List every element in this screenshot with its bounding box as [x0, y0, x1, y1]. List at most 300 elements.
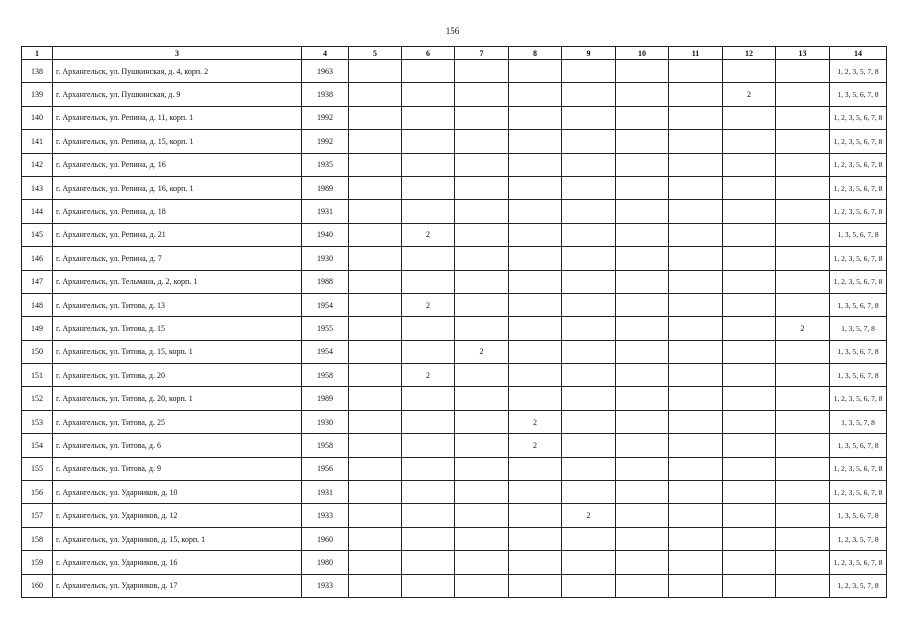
col6-cell: [402, 130, 455, 153]
address-cell: г. Архангельск, ул. Репина, д. 18: [53, 200, 302, 223]
table-row: [22, 130, 887, 153]
col5-cell: [349, 153, 402, 176]
col10-cell: [616, 551, 669, 574]
col13-cell: [776, 387, 830, 410]
col9-cell: [562, 200, 616, 223]
address-cell: г. Архангельск, ул. Репина, д. 16: [53, 153, 302, 176]
col8-cell: [509, 481, 562, 504]
row-number: 157: [22, 504, 53, 527]
codes-cell: 1, 2, 3, 5, 7, 8: [830, 527, 887, 550]
col6-cell: [402, 551, 455, 574]
col13-cell: [776, 551, 830, 574]
col11-cell: [669, 481, 723, 504]
codes-cell: 1, 3, 5, 6, 7, 8: [830, 364, 887, 387]
column-header: 12: [723, 47, 776, 60]
col12-cell: [723, 481, 776, 504]
row-number: 139: [22, 83, 53, 106]
address-cell: г. Архангельск, ул. Ударников, д. 12: [53, 504, 302, 527]
col7-cell: [455, 293, 509, 316]
table-row: [22, 527, 887, 550]
col11-cell: [669, 60, 723, 83]
codes-cell: 1, 2, 3, 5, 6, 7, 8: [830, 457, 887, 480]
col10-cell: [616, 340, 669, 363]
col6-cell: [402, 83, 455, 106]
codes-cell: 1, 2, 3, 5, 6, 7, 8: [830, 387, 887, 410]
codes-cell: 1, 2, 3, 5, 6, 7, 8: [830, 270, 887, 293]
codes-cell: 1, 2, 3, 5, 6, 7, 8: [830, 247, 887, 270]
col13-cell: [776, 176, 830, 199]
page-number: 156: [445, 26, 460, 36]
col8-cell: [509, 551, 562, 574]
col9-cell: [562, 481, 616, 504]
col9-cell: [562, 317, 616, 340]
address-cell: г. Архангельск, ул. Титова, д. 20, корп. 1: [53, 387, 302, 410]
col12-cell: [723, 247, 776, 270]
col10-cell: [616, 481, 669, 504]
col13-cell: [776, 504, 830, 527]
year-cell: 1992: [302, 130, 349, 153]
col7-cell: [455, 457, 509, 480]
col11-cell: [669, 457, 723, 480]
address-cell: г. Архангельск, ул. Титова, д. 25: [53, 410, 302, 433]
row-number: 150: [22, 340, 53, 363]
address-cell: г. Архангельск, ул. Ударников, д. 17: [53, 574, 302, 597]
col7-cell: [455, 527, 509, 550]
col8-cell: [509, 527, 562, 550]
col7-cell: [455, 387, 509, 410]
col11-cell: [669, 106, 723, 129]
col5-cell: [349, 410, 402, 433]
column-header: 9: [562, 47, 616, 60]
col7-cell: [455, 574, 509, 597]
col8-cell: [509, 340, 562, 363]
col10-cell: [616, 317, 669, 340]
col6-cell: [402, 176, 455, 199]
col9-cell: [562, 130, 616, 153]
col8-cell: 2: [509, 410, 562, 433]
col5-cell: [349, 223, 402, 246]
address-cell: г. Архангельск, ул. Ударников, д. 10: [53, 481, 302, 504]
col7-cell: [455, 270, 509, 293]
col5-cell: [349, 247, 402, 270]
col6-cell: [402, 434, 455, 457]
col12-cell: 2: [723, 83, 776, 106]
col8-cell: [509, 364, 562, 387]
col9-cell: [562, 293, 616, 316]
col10-cell: [616, 387, 669, 410]
col9-cell: [562, 223, 616, 246]
column-header: 8: [509, 47, 562, 60]
col5-cell: [349, 130, 402, 153]
address-cell: г. Архангельск, ул. Репина, д. 15, корп. 1: [53, 130, 302, 153]
col11-cell: [669, 176, 723, 199]
col7-cell: [455, 60, 509, 83]
col6-cell: [402, 340, 455, 363]
col5-cell: [349, 551, 402, 574]
col13-cell: [776, 410, 830, 433]
year-cell: 1958: [302, 434, 349, 457]
col12-cell: [723, 60, 776, 83]
col13-cell: [776, 153, 830, 176]
row-number: 143: [22, 176, 53, 199]
col7-cell: [455, 317, 509, 340]
col7-cell: [455, 200, 509, 223]
col8-cell: [509, 457, 562, 480]
row-number: 141: [22, 130, 53, 153]
col5-cell: [349, 574, 402, 597]
col6-cell: [402, 504, 455, 527]
codes-cell: 1, 3, 5, 6, 7, 8: [830, 504, 887, 527]
table-row: [22, 270, 887, 293]
table-row: [22, 504, 887, 527]
codes-cell: 1, 3, 5, 6, 7, 8: [830, 83, 887, 106]
col9-cell: [562, 574, 616, 597]
column-header: 1: [22, 47, 53, 60]
codes-cell: 1, 2, 3, 5, 6, 7, 8: [830, 176, 887, 199]
table-row: [22, 176, 887, 199]
year-cell: 1954: [302, 293, 349, 316]
col10-cell: [616, 457, 669, 480]
col9-cell: [562, 153, 616, 176]
col12-cell: [723, 387, 776, 410]
row-number: 140: [22, 106, 53, 129]
col12-cell: [723, 434, 776, 457]
row-number: 145: [22, 223, 53, 246]
year-cell: 1930: [302, 410, 349, 433]
col10-cell: [616, 223, 669, 246]
row-number: 148: [22, 293, 53, 316]
year-cell: 1938: [302, 83, 349, 106]
year-cell: 1955: [302, 317, 349, 340]
table-row: [22, 387, 887, 410]
year-cell: 1931: [302, 200, 349, 223]
col7-cell: [455, 223, 509, 246]
col5-cell: [349, 340, 402, 363]
col11-cell: [669, 223, 723, 246]
col6-cell: [402, 106, 455, 129]
col6-cell: 2: [402, 364, 455, 387]
table-row: [22, 481, 887, 504]
col10-cell: [616, 60, 669, 83]
address-cell: г. Архангельск, ул. Титова, д. 13: [53, 293, 302, 316]
codes-cell: 1, 2, 3, 5, 7, 8: [830, 574, 887, 597]
col8-cell: [509, 504, 562, 527]
col5-cell: [349, 504, 402, 527]
col13-cell: [776, 223, 830, 246]
col11-cell: [669, 270, 723, 293]
year-cell: 1931: [302, 481, 349, 504]
col9-cell: 2: [562, 504, 616, 527]
col9-cell: [562, 270, 616, 293]
address-cell: г. Архангельск, ул. Титова, д. 15: [53, 317, 302, 340]
col7-cell: [455, 410, 509, 433]
col10-cell: [616, 200, 669, 223]
codes-cell: 1, 2, 3, 5, 6, 7, 8: [830, 551, 887, 574]
col12-cell: [723, 457, 776, 480]
col11-cell: [669, 551, 723, 574]
col11-cell: [669, 317, 723, 340]
address-cell: г. Архангельск, ул. Тельмана, д. 2, корп. 1: [53, 270, 302, 293]
col7-cell: [455, 83, 509, 106]
row-number: 152: [22, 387, 53, 410]
address-cell: г. Архангельск, ул. Титова, д. 6: [53, 434, 302, 457]
col7-cell: 2: [455, 340, 509, 363]
col12-cell: [723, 527, 776, 550]
row-number: 154: [22, 434, 53, 457]
table-row: [22, 317, 887, 340]
col8-cell: [509, 270, 562, 293]
col5-cell: [349, 457, 402, 480]
col6-cell: [402, 410, 455, 433]
table-row: [22, 340, 887, 363]
address-cell: г. Архангельск, ул. Титова, д. 20: [53, 364, 302, 387]
row-number: 142: [22, 153, 53, 176]
year-cell: 1992: [302, 106, 349, 129]
year-cell: 1958: [302, 364, 349, 387]
col12-cell: [723, 504, 776, 527]
col5-cell: [349, 60, 402, 83]
row-number: 153: [22, 410, 53, 433]
register-table: [21, 46, 887, 598]
col13-cell: [776, 527, 830, 550]
col12-cell: [723, 293, 776, 316]
address-cell: г. Архангельск, ул. Репина, д. 21: [53, 223, 302, 246]
address-cell: г. Архангельск, ул. Ударников, д. 15, корп. 1: [53, 527, 302, 550]
col7-cell: [455, 247, 509, 270]
col5-cell: [349, 270, 402, 293]
column-header: 11: [669, 47, 723, 60]
table-row: [22, 293, 887, 316]
col5-cell: [349, 293, 402, 316]
table-row: [22, 223, 887, 246]
col12-cell: [723, 364, 776, 387]
year-cell: 1989: [302, 176, 349, 199]
row-number: 147: [22, 270, 53, 293]
col5-cell: [349, 527, 402, 550]
col13-cell: [776, 130, 830, 153]
col11-cell: [669, 387, 723, 410]
address-cell: г. Архангельск, ул. Ударников, д. 16: [53, 551, 302, 574]
address-cell: г. Архангельск, ул. Репина, д. 7: [53, 247, 302, 270]
col10-cell: [616, 176, 669, 199]
col12-cell: [723, 340, 776, 363]
col8-cell: [509, 247, 562, 270]
year-cell: 1963: [302, 60, 349, 83]
col8-cell: [509, 153, 562, 176]
col5-cell: [349, 434, 402, 457]
col7-cell: [455, 434, 509, 457]
col10-cell: [616, 106, 669, 129]
col8-cell: [509, 200, 562, 223]
col12-cell: [723, 410, 776, 433]
year-cell: 1988: [302, 270, 349, 293]
col9-cell: [562, 83, 616, 106]
codes-cell: 1, 3, 5, 6, 7, 8: [830, 434, 887, 457]
row-number: 159: [22, 551, 53, 574]
table-row: [22, 574, 887, 597]
col6-cell: [402, 481, 455, 504]
codes-cell: 1, 3, 5, 7, 8: [830, 317, 887, 340]
col8-cell: [509, 83, 562, 106]
col13-cell: [776, 340, 830, 363]
table-row: [22, 434, 887, 457]
col9-cell: [562, 364, 616, 387]
col10-cell: [616, 83, 669, 106]
year-cell: 1956: [302, 457, 349, 480]
address-cell: г. Архангельск, ул. Титова, д. 9: [53, 457, 302, 480]
table-row: [22, 364, 887, 387]
col11-cell: [669, 293, 723, 316]
col10-cell: [616, 293, 669, 316]
col6-cell: [402, 60, 455, 83]
col11-cell: [669, 130, 723, 153]
codes-cell: 1, 3, 5, 6, 7, 8: [830, 223, 887, 246]
col6-cell: [402, 527, 455, 550]
column-header: 3: [53, 47, 302, 60]
col13-cell: [776, 457, 830, 480]
column-header: 13: [776, 47, 830, 60]
table-row: [22, 200, 887, 223]
col10-cell: [616, 130, 669, 153]
col5-cell: [349, 317, 402, 340]
row-number: 151: [22, 364, 53, 387]
col6-cell: [402, 153, 455, 176]
col7-cell: [455, 551, 509, 574]
col10-cell: [616, 364, 669, 387]
col9-cell: [562, 340, 616, 363]
col12-cell: [723, 153, 776, 176]
col8-cell: [509, 223, 562, 246]
address-cell: г. Архангельск, ул. Репина, д. 11, корп. 1: [53, 106, 302, 129]
address-cell: г. Архангельск, ул. Титова, д. 15, корп. 1: [53, 340, 302, 363]
col10-cell: [616, 153, 669, 176]
col13-cell: [776, 574, 830, 597]
col12-cell: [723, 270, 776, 293]
col10-cell: [616, 270, 669, 293]
col11-cell: [669, 574, 723, 597]
col8-cell: [509, 130, 562, 153]
col5-cell: [349, 481, 402, 504]
col5-cell: [349, 364, 402, 387]
year-cell: 1960: [302, 527, 349, 550]
col9-cell: [562, 106, 616, 129]
col9-cell: [562, 434, 616, 457]
table-row: [22, 60, 887, 83]
column-header: 7: [455, 47, 509, 60]
col5-cell: [349, 83, 402, 106]
row-number: 144: [22, 200, 53, 223]
col11-cell: [669, 247, 723, 270]
col6-cell: 2: [402, 293, 455, 316]
codes-cell: 1, 3, 5, 7, 8: [830, 410, 887, 433]
col8-cell: [509, 574, 562, 597]
col13-cell: [776, 434, 830, 457]
col7-cell: [455, 481, 509, 504]
col13-cell: [776, 106, 830, 129]
col6-cell: [402, 387, 455, 410]
col5-cell: [349, 200, 402, 223]
col10-cell: [616, 247, 669, 270]
col10-cell: [616, 434, 669, 457]
col7-cell: [455, 106, 509, 129]
col10-cell: [616, 574, 669, 597]
table-row: [22, 457, 887, 480]
column-header: 5: [349, 47, 402, 60]
col9-cell: [562, 527, 616, 550]
table-row: [22, 247, 887, 270]
col13-cell: [776, 247, 830, 270]
col6-cell: [402, 457, 455, 480]
col13-cell: 2: [776, 317, 830, 340]
row-number: 138: [22, 60, 53, 83]
year-cell: 1933: [302, 504, 349, 527]
col11-cell: [669, 83, 723, 106]
col6-cell: [402, 574, 455, 597]
address-cell: г. Архангельск, ул. Пушкинская, д. 4, корп. 2: [53, 60, 302, 83]
col6-cell: 2: [402, 223, 455, 246]
codes-cell: 1, 3, 5, 6, 7, 8: [830, 293, 887, 316]
table-row: [22, 410, 887, 433]
codes-cell: 1, 2, 3, 5, 6, 7, 8: [830, 106, 887, 129]
col8-cell: [509, 293, 562, 316]
col8-cell: [509, 106, 562, 129]
table-row: [22, 551, 887, 574]
codes-cell: 1, 2, 3, 5, 6, 7, 8: [830, 200, 887, 223]
table-row: [22, 153, 887, 176]
col11-cell: [669, 200, 723, 223]
col7-cell: [455, 504, 509, 527]
col9-cell: [562, 60, 616, 83]
col9-cell: [562, 410, 616, 433]
codes-cell: 1, 2, 3, 5, 7, 8: [830, 60, 887, 83]
row-number: 160: [22, 574, 53, 597]
address-cell: г. Архангельск, ул. Репина, д. 16, корп. 1: [53, 176, 302, 199]
col11-cell: [669, 410, 723, 433]
col10-cell: [616, 504, 669, 527]
col7-cell: [455, 364, 509, 387]
col8-cell: 2: [509, 434, 562, 457]
table-row: [22, 83, 887, 106]
col7-cell: [455, 130, 509, 153]
col13-cell: [776, 270, 830, 293]
col5-cell: [349, 176, 402, 199]
col6-cell: [402, 317, 455, 340]
col5-cell: [349, 106, 402, 129]
col11-cell: [669, 340, 723, 363]
col12-cell: [723, 551, 776, 574]
col9-cell: [562, 387, 616, 410]
col8-cell: [509, 317, 562, 340]
col12-cell: [723, 176, 776, 199]
col13-cell: [776, 293, 830, 316]
year-cell: 1954: [302, 340, 349, 363]
col12-cell: [723, 574, 776, 597]
year-cell: 1989: [302, 387, 349, 410]
col8-cell: [509, 387, 562, 410]
year-cell: 1935: [302, 153, 349, 176]
col9-cell: [562, 176, 616, 199]
codes-cell: 1, 3, 5, 6, 7, 8: [830, 340, 887, 363]
col5-cell: [349, 387, 402, 410]
column-header: 6: [402, 47, 455, 60]
column-header: 14: [830, 47, 887, 60]
row-number: 146: [22, 247, 53, 270]
col13-cell: [776, 60, 830, 83]
col12-cell: [723, 223, 776, 246]
col8-cell: [509, 60, 562, 83]
col11-cell: [669, 434, 723, 457]
codes-cell: 1, 2, 3, 5, 6, 7, 8: [830, 481, 887, 504]
